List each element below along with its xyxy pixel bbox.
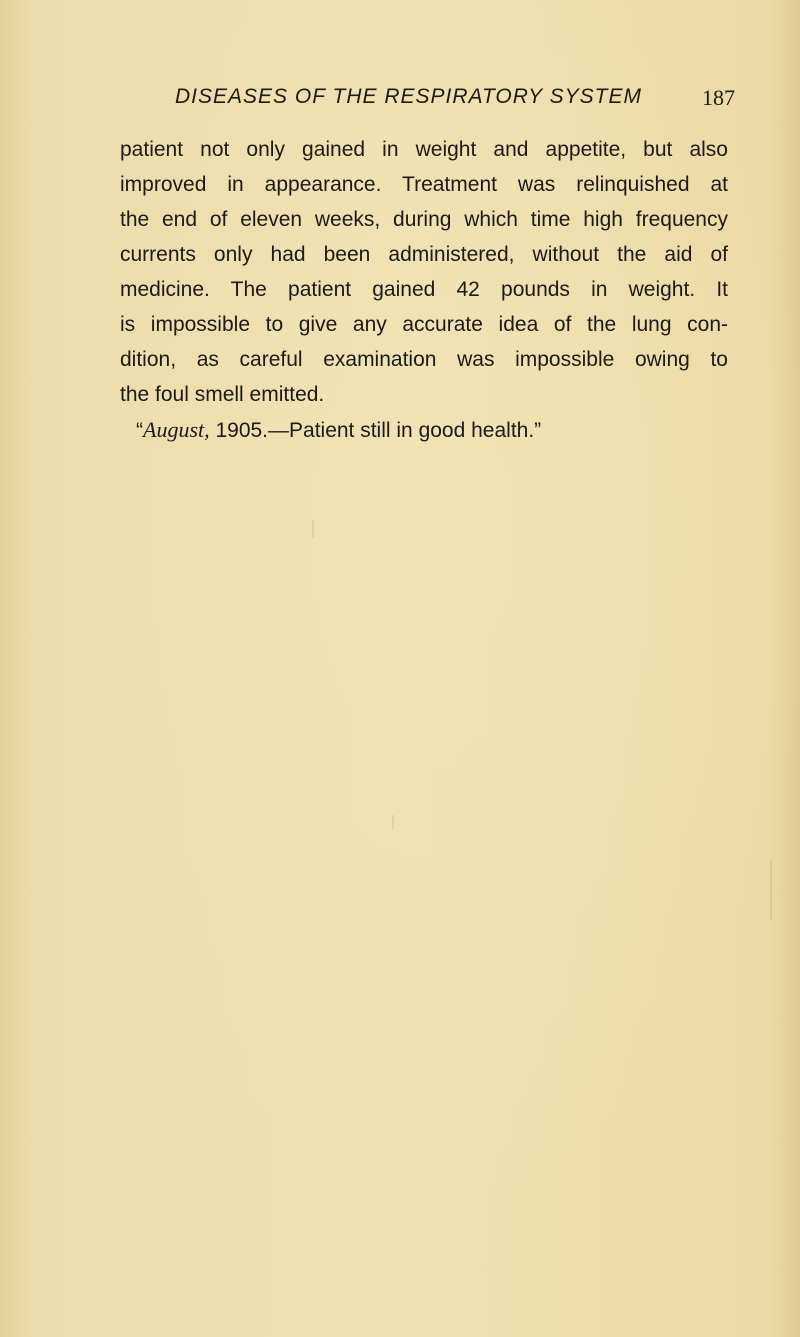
- text-line: dition, as careful examination was impossible owing to: [120, 348, 728, 371]
- scan-mark: [770, 860, 772, 920]
- running-head: [175, 85, 735, 115]
- running-title: DISEASES OF THE RESPIRATORY SYSTEM: [175, 85, 642, 108]
- scan-mark: [392, 815, 394, 829]
- text-line: patient not only gained in weight and appetite, but also: [120, 138, 728, 161]
- text-line: currents only had been administered, without the aid of: [120, 243, 728, 266]
- text-line: improved in appearance. Treatment was relinquished at: [120, 173, 728, 196]
- date-word: August,: [143, 417, 210, 442]
- text-line: the end of eleven weeks, during which time high frequency: [120, 208, 728, 231]
- final-entry-text: 1905.—Patient still in good health.”: [209, 419, 542, 442]
- text-line: medicine. The patient gained 42 pounds in weight. It: [120, 278, 728, 301]
- final-entry-line: [120, 412, 728, 447]
- scan-mark: [312, 520, 314, 538]
- body-text: [120, 132, 728, 447]
- text-line: is impossible to give any accurate idea of the lung con-: [120, 313, 728, 336]
- text-line: the foul smell emitted.: [120, 383, 325, 406]
- page-number: 187: [702, 85, 735, 110]
- open-quote: “: [136, 419, 143, 442]
